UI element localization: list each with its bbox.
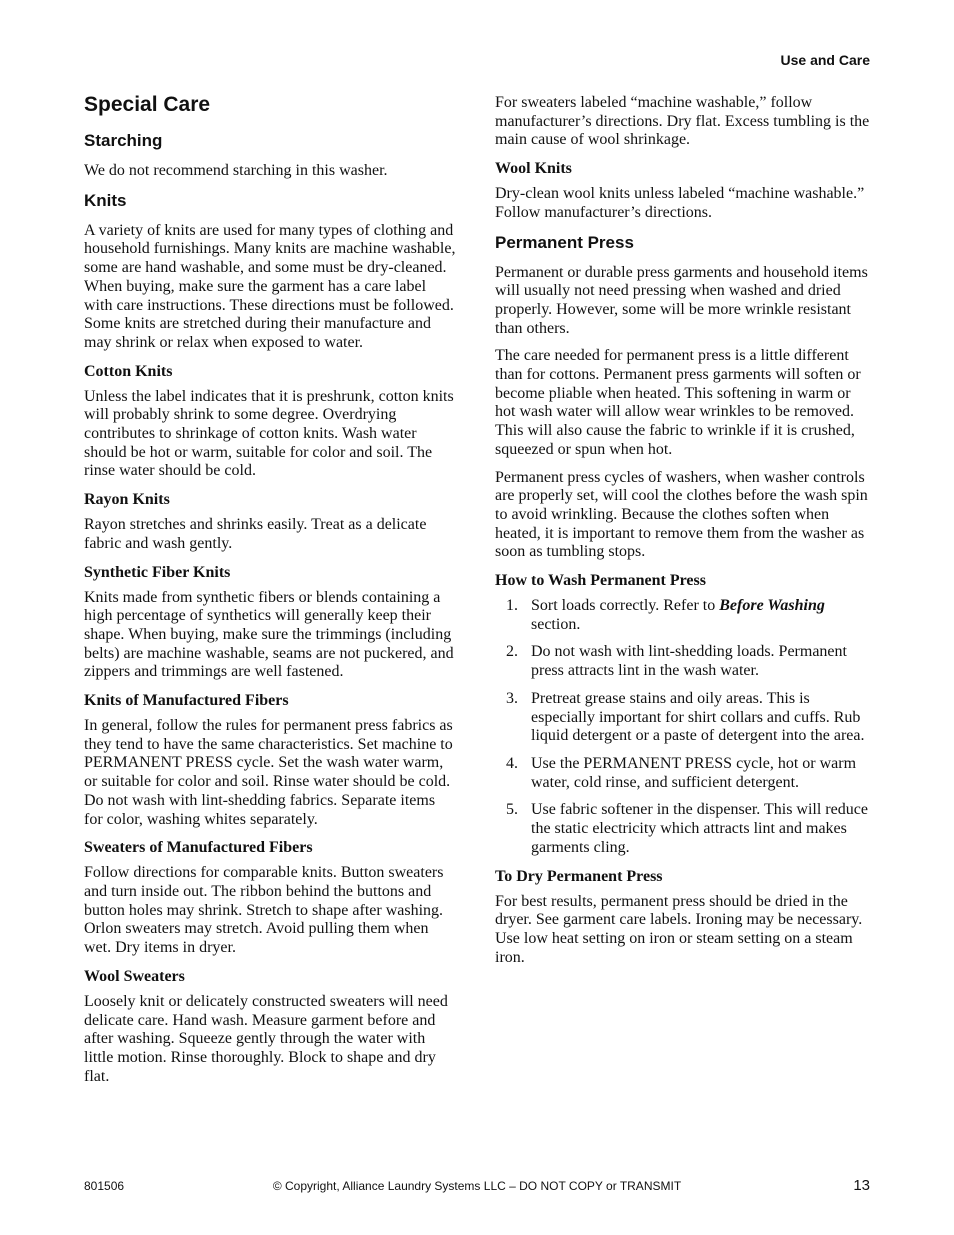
step-text: Do not wash with lint-shedding loads. Permanent press attracts lint in the wash water. <box>531 643 847 680</box>
step-text-end: section. <box>531 615 581 633</box>
rayon-knits-heading: Rayon Knits <box>84 491 170 509</box>
machine-washable-text: For sweaters labeled “machine washable,” follow manufacturer’s directions. Dry flat. Excess tumbling is the main cause of wool shrinkage. <box>495 94 870 149</box>
wool-knits-heading: Wool Knits <box>495 160 572 178</box>
page-footer <box>84 1177 870 1197</box>
step-text: Pretreat grease stains and oily areas. This is especially important for shirt collars and cuffs. Rub liquid detergent or a paste of detergent into the area. <box>531 689 865 745</box>
running-header: Use and Care <box>780 52 870 68</box>
wash-step <box>495 643 871 680</box>
permanent-press-p1: Permanent or durable press garments and household items will usually not need pressing when washed and dried properly. However, some will be more wrinkle resistant than others. <box>495 263 868 337</box>
how-to-wash-heading: How to Wash Permanent Press <box>495 572 706 590</box>
wash-steps-list <box>495 597 871 857</box>
step-text: Sort loads correctly. Refer to <box>531 597 720 615</box>
wash-step <box>495 597 871 634</box>
wool-sweaters-heading: Wool Sweaters <box>84 967 185 985</box>
wool-sweaters-text: Loosely knit or delicately constructed sweaters will need delicate care. Hand wash. Measure garment before and after washing. Squeeze gently through the water with little motion. Rinse thoroughly. Block to shape and dry flat. <box>84 992 448 1085</box>
permanent-press-heading: Permanent Press <box>495 232 634 252</box>
copyright-notice: © Copyright, Alliance Laundry Systems LLC – DO NOT COPY or TRANSMIT <box>272 1179 682 1193</box>
left-column <box>84 92 456 1095</box>
manufactured-sweaters-text: Follow directions for comparable knits. Button sweaters and turn inside out. The ribbon behind the buttons and button holes may shrink. Stretch to shape after washing. Orlon sweaters may stretch. Avoid pulling them when wet. Dry items in dryer. <box>84 864 444 957</box>
cotton-knits-heading: Cotton Knits <box>84 362 173 380</box>
manufactured-knits-heading: Knits of Manufactured Fibers <box>84 692 289 710</box>
before-washing-reference: Before Washing <box>719 597 825 615</box>
step-number: 3. <box>506 689 518 707</box>
step-number: 1. <box>506 597 518 615</box>
manufactured-knits-text: In general, follow the rules for permanent press fabrics as they tend to have the same characteristics. Set machine to PERMANENT PRESS cycle. Set the wash water warm, or suitable for color and soil. Rinse water should be cold. Do not wash with lint-shedding fabrics. Separate items for color, washing whites separately. <box>84 717 453 828</box>
knits-heading: Knits <box>84 190 127 210</box>
manufactured-sweaters-heading: Sweaters of Manufactured Fibers <box>84 839 313 857</box>
to-dry-heading: To Dry Permanent Press <box>495 867 663 885</box>
to-dry-text: For best results, permanent press should be dried in the dryer. See garment care labels. Ironing may be necessary. Use low heat setting on iron or steam setting on a steam iron. <box>495 892 863 966</box>
wash-step <box>495 801 871 857</box>
wool-knits-text: Dry-clean wool knits unless labeled “machine washable.” Follow manufacturer’s directions. <box>495 185 865 221</box>
step-number: 2. <box>506 643 518 661</box>
rayon-knits-text: Rayon stretches and shrinks easily. Treat as a delicate fabric and wash gently. <box>84 516 427 552</box>
knits-intro: A variety of knits are used for many types of clothing and household furnishings. Many knits are machine washable, some are hand washable, and some must be dry-cleaned. When buying, make sure the garment has a care label with care instructions. These directions must be followed. Some knits are stretched during their manufacture and may shrink or relax when exposed to water. <box>84 221 456 351</box>
synthetic-knits-heading: Synthetic Fiber Knits <box>84 563 231 581</box>
page-title: Special Care <box>84 93 211 116</box>
starching-heading: Starching <box>84 131 163 150</box>
step-number: 5. <box>506 801 518 819</box>
starching-text: We do not recommend starching in this washer. <box>84 162 388 179</box>
synthetic-knits-text: Knits made from synthetic fibers or blends containing a high percentage of synthetics will generally keep their shape. When buying, make sure the trimmings (including belts) are machine washable, seams are not puckered, and zippers and trimmings are well fastened. <box>84 588 454 681</box>
wash-step <box>495 755 871 792</box>
step-number: 4. <box>506 754 518 772</box>
step-text: Use the PERMANENT PRESS cycle, hot or warm water, cold rinse, and sufficient detergent. <box>531 754 857 791</box>
permanent-press-p2: The care needed for permanent press is a little different than for cottons. Permanent press garments will soften or become pliable when heated. This softening in warm or hot wash water will allow wear wrinkles to be removed. This will also cause the fabric to wrinkle if it is crushed, squeezed or spun when hot. <box>495 347 861 458</box>
page-number: 13 <box>853 1177 870 1194</box>
document-number: 801506 <box>84 1179 125 1193</box>
right-column <box>495 94 871 976</box>
permanent-press-p3: Permanent press cycles of washers, when washer controls are properly set, will cool the clothes before the wash spin to avoid wrinkling. Because the clothes soften when heated, it is important to remove them from the washer as soon as tumbling stops. <box>495 468 868 561</box>
step-text: Use fabric softener in the dispenser. This will reduce the static electricity which attracts lint and makes garments cling. <box>531 801 868 856</box>
cotton-knits-text: Unless the label indicates that it is preshrunk, cotton knits will probably shrink to some degree. Overdrying contributes to shrinkage of cotton knits. Wash water should be hot or warm, suitable for color and soil. The rinse water should be cold. <box>84 387 454 480</box>
wash-step <box>495 690 871 746</box>
